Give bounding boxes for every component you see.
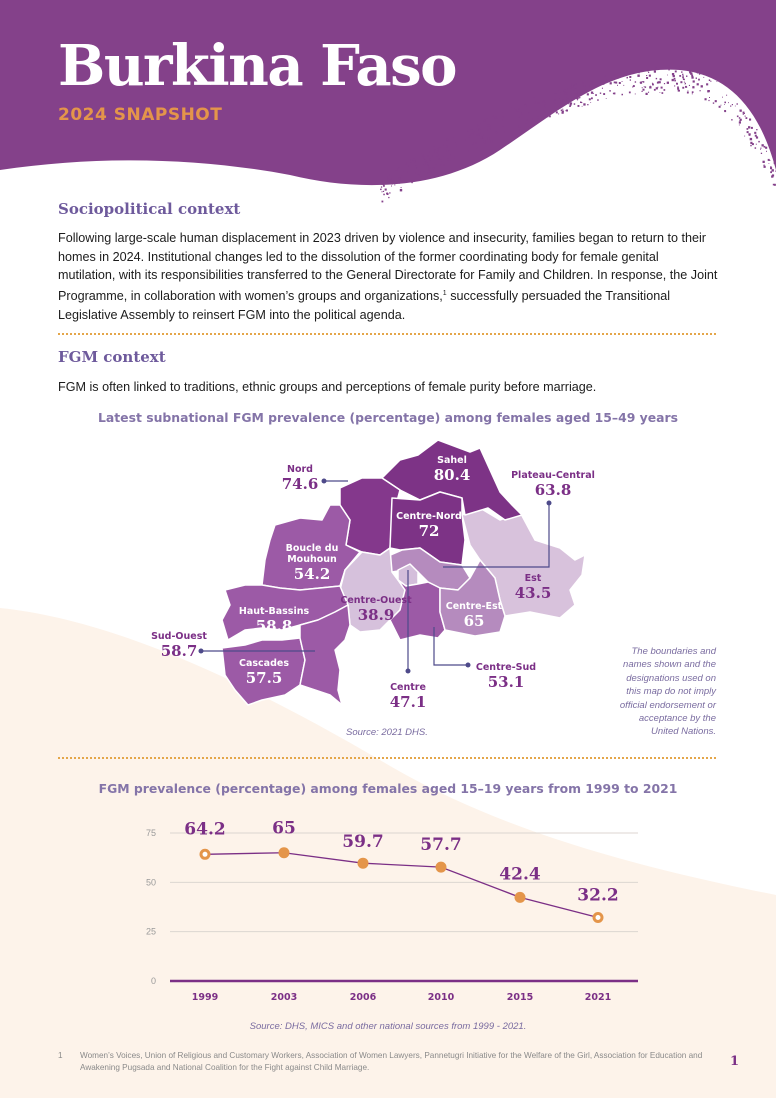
paragraph-line: mutilation, with its responsibilities transferred to the General Directorate for Family and Children. In response, the Joint xyxy=(58,268,718,283)
page-subtitle: 2024 SNAPSHOT xyxy=(58,105,223,125)
paragraph-line: homes in 2024. Institutional changes led to the dissolution of the former coordinating body for female genital xyxy=(58,249,659,264)
y-tick-label: 0 xyxy=(150,976,156,986)
map-label-est: Est 43.5 xyxy=(514,573,552,602)
map-label-cascades: Cascades 57.5 xyxy=(239,658,289,687)
y-tick-label: 50 xyxy=(145,877,156,888)
page-number: 1 xyxy=(730,1054,740,1069)
map-label-sud-ouest: Sud-Ouest 58.7 xyxy=(151,631,207,660)
map-label-centre-ouest: Centre-Ouest 38.9 xyxy=(340,595,412,624)
x-tick-label: 2006 xyxy=(349,992,377,1003)
page-title: Burkina Faso xyxy=(58,33,456,99)
map-disclaimer: The boundaries and names shown and the designations used on this map do not imply official endorsement or acceptance by the United Nations. xyxy=(619,646,716,738)
chart-title: FGM prevalence (percentage) among females aged 15–19 years from 1999 to 2021 xyxy=(98,781,678,796)
paragraph-line: Legislative Assembly to reinsert FGM into the political agenda. xyxy=(58,307,406,322)
data-label: 59.7 xyxy=(342,832,384,853)
map-title: Latest subnational FGM prevalence (percentage) among females aged 15–49 years xyxy=(98,410,678,425)
data-label: 32.2 xyxy=(577,885,619,906)
section-divider xyxy=(58,757,716,759)
data-label: 64.2 xyxy=(184,819,226,840)
map-label-plateau-central: Plateau-Central 63.8 xyxy=(511,470,595,499)
footnote-reference[interactable]: 1 xyxy=(442,289,447,297)
footnote-number: 1 xyxy=(58,1051,63,1060)
map-label-haut-bassins: Haut-Bassins 58.8 xyxy=(238,606,310,635)
map-label-centre-est: Centre-Est 65 xyxy=(445,601,503,630)
paragraph-line: Programme, in collaboration with women’s groups and organizations,$^1$ successfully persuaded the Transitional xyxy=(58,288,670,303)
sociopolitical-heading: Sociopolitical context xyxy=(58,200,241,218)
map-source: Source: 2021 DHS. xyxy=(346,727,428,738)
x-tick-label: 2021 xyxy=(584,992,612,1003)
paragraph-line: Following large-scale human displacement in 2023 driven by violence and insecurity, families began to return to their xyxy=(58,231,706,245)
fgm-context-heading: FGM context xyxy=(58,348,166,366)
footnote-text: Women’s Voices, Union of Religious and Customary Workers, Association of Women Lawyers, Pannetugri Initiative for the Welfare of the Girl, Association for Education and Awakening Pugsada and National Coalition for the Fight against Child Marriage. xyxy=(80,1051,703,1072)
map-label-boucle-du-mouhoun: Boucle du Mouhoun 54.2 xyxy=(285,543,339,583)
map-label-sahel: Sahel 80.4 xyxy=(433,455,471,484)
map-label-centre-sud: Centre-Sud 53.1 xyxy=(475,662,537,691)
fgm-context-text: FGM is often linked to traditions, ethnic groups and perceptions of female purity before marriage. xyxy=(58,380,597,394)
map-label-centre-nord: Centre-Nord 72 xyxy=(396,511,462,540)
data-label: 65 xyxy=(272,818,296,839)
chart-source: Source: DHS, MICS and other national sources from 1999 - 2021. xyxy=(249,1021,527,1032)
y-tick-label: 75 xyxy=(145,828,156,838)
map-label-centre: Centre 47.1 xyxy=(389,682,427,711)
data-label: 42.4 xyxy=(499,864,541,885)
x-tick-label: 2015 xyxy=(506,992,534,1003)
x-tick-label: 1999 xyxy=(191,992,219,1003)
x-tick-label: 2003 xyxy=(270,992,298,1003)
map-label-nord: Nord 74.6 xyxy=(281,464,319,493)
y-tick-label: 25 xyxy=(145,926,156,937)
data-label: 57.7 xyxy=(420,835,462,856)
x-tick-label: 2010 xyxy=(427,992,455,1003)
